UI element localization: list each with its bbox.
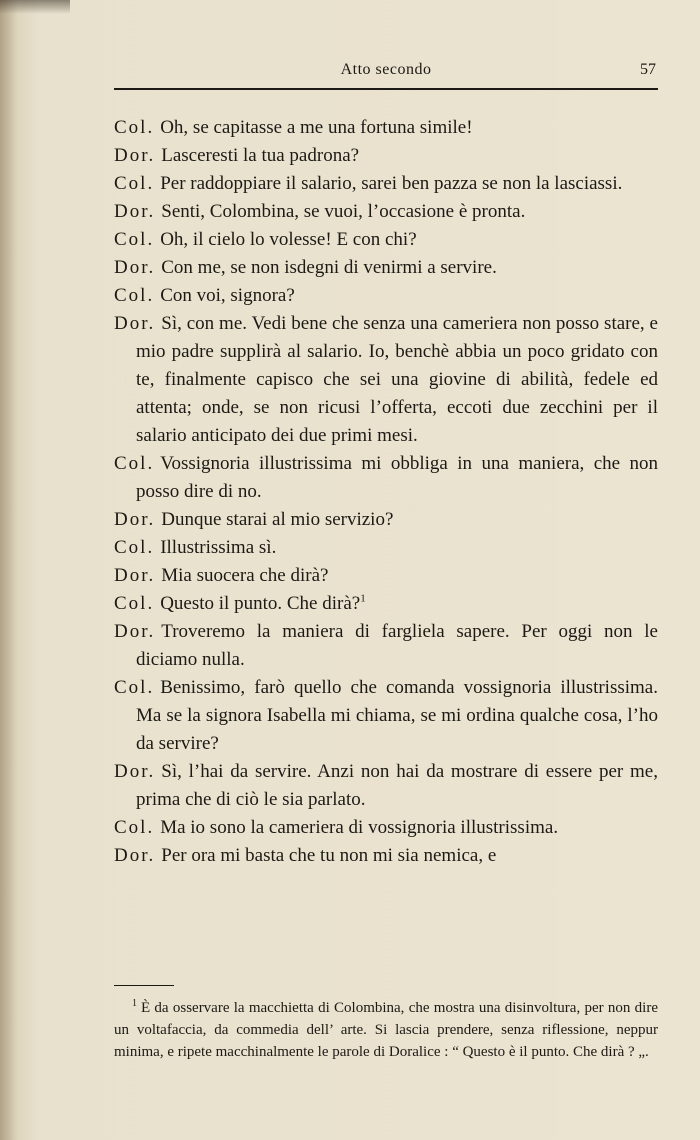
speaker-label: Col. <box>114 817 155 838</box>
speaker-label: Col. <box>114 453 155 474</box>
speech-line <box>114 814 658 842</box>
section-title: Atto secondo <box>340 61 432 78</box>
page-number: 57 <box>640 61 656 78</box>
speaker-label: Dor. <box>114 145 156 166</box>
speech-line <box>114 618 658 674</box>
speech-text: Troveremo la maniera di fargliela sapere. Per oggi non le diciamo nulla. <box>136 621 658 670</box>
footnote-text: È da osservare la macchietta di Colombina, che mostra una disinvoltura, per non dire un voltafaccia, da commedia dell’ arte. Si lascia prendere, senza riflessione, neppur minima, e ripete macchinalmente le parole di Doralice : “ Questo è il punto. Che dirà ? „. <box>114 1000 658 1060</box>
speaker-label: Dor. <box>114 845 156 866</box>
speech-line <box>114 674 658 758</box>
speech-text: Questo il punto. Che dirà? <box>160 593 361 614</box>
speech-text: Oh, se capitasse a me una fortuna simile! <box>160 117 473 138</box>
speaker-label: Col. <box>114 285 155 306</box>
footnote-rule <box>114 985 174 986</box>
speech-line <box>114 450 658 506</box>
speech-line <box>114 758 658 814</box>
speech-line <box>114 282 658 310</box>
speech-line <box>114 170 658 198</box>
speaker-label: Col. <box>114 229 155 250</box>
speaker-label: Dor. <box>114 201 156 222</box>
speaker-label: Dor. <box>114 761 156 782</box>
speech-line <box>114 506 658 534</box>
speech-line <box>114 114 658 142</box>
speech-line <box>114 842 658 870</box>
speaker-label: Dor. <box>114 257 156 278</box>
running-header <box>114 58 658 82</box>
footnote <box>114 997 658 1063</box>
speech-text: Illustrissima sì. <box>160 537 277 558</box>
speech-text: Con voi, signora? <box>160 285 295 306</box>
speech-line <box>114 590 658 618</box>
speech-text: Per raddoppiare il salario, sarei ben pazza se non la lasciassi. <box>160 173 623 194</box>
speaker-label: Dor. <box>114 509 156 530</box>
speech-text: Per ora mi basta che tu non mi sia nemica, e <box>161 845 497 866</box>
speaker-label: Dor. <box>114 313 156 334</box>
speech-text: Sì, con me. Vedi bene che senza una cameriera non posso stare, e mio padre supplirà al salario. Io, benchè abbia un poco gridato con te, finalmente capisco che sei una giovine di abilità, fedele ed attenta; onde, se non ricusi l’offerta, eccoti due zecchini per il salario anticipato dei due primi mesi. <box>136 313 658 446</box>
speaker-label: Col. <box>114 593 155 614</box>
speech-text: Con me, se non isdegni di venirmi a servire. <box>161 257 497 278</box>
dialogue-body <box>114 114 658 870</box>
speech-line <box>114 226 658 254</box>
speaker-label: Dor. <box>114 565 156 586</box>
speech-text: Oh, il cielo lo volesse! E con chi? <box>160 229 417 250</box>
speech-line <box>114 198 658 226</box>
speaker-label: Dor. <box>114 621 156 642</box>
speaker-label: Col. <box>114 537 155 558</box>
header-rule <box>114 88 658 90</box>
speech-text: Senti, Colombina, se vuoi, l’occasione è pronta. <box>161 201 526 222</box>
speech-text: Sì, l’hai da servire. Anzi non hai da mostrare di essere per me, prima che di ciò le sia parlato. <box>136 761 658 810</box>
footnote-reference[interactable]: 1 <box>360 592 366 605</box>
speech-text: Mia suocera che dirà? <box>161 565 329 586</box>
corner-mark <box>0 0 70 14</box>
speech-text: Vossignoria illustrissima mi obbliga in una maniera, che non posso dire di no. <box>136 453 658 502</box>
footnote-number: 1 <box>132 998 137 1009</box>
speech-line <box>114 254 658 282</box>
spine-shadow <box>0 0 18 1140</box>
speech-line <box>114 310 658 450</box>
speech-line <box>114 562 658 590</box>
speaker-label: Col. <box>114 173 155 194</box>
speech-line <box>114 534 658 562</box>
speech-text: Ma io sono la cameriera di vossignoria illustrissima. <box>160 817 559 838</box>
speech-text: Lasceresti la tua padrona? <box>161 145 360 166</box>
speech-text: Benissimo, farò quello che comanda vossignoria illustrissima. Ma se la signora Isabella mi chiama, se mi ordina qualche cosa, l’ho da servire? <box>136 677 658 754</box>
speech-text: Dunque starai al mio servizio? <box>161 509 394 530</box>
speaker-label: Col. <box>114 117 155 138</box>
speech-line <box>114 142 658 170</box>
speaker-label: Col. <box>114 677 155 698</box>
